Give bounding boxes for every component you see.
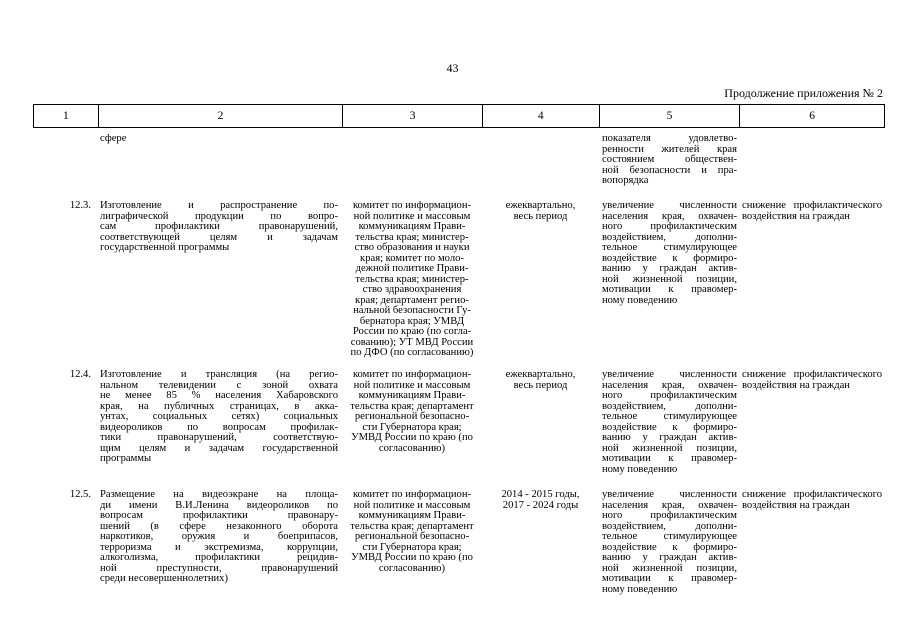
text-line: щим целям и задачам государственной xyxy=(100,442,338,454)
text-line: коммуникациям Прави- xyxy=(358,221,466,232)
text-line: коммуникациям Прави- xyxy=(358,390,466,401)
table-row xyxy=(33,490,885,595)
text-line: сти Губернатора края; xyxy=(362,421,462,433)
text-line: региональной безопасно- xyxy=(354,531,470,542)
text-line: тельства края; департамент xyxy=(350,520,474,532)
text-line: ной преступности, правонарушений xyxy=(100,562,338,574)
column-header-6: 6 xyxy=(739,105,884,127)
text-line: снижение профилактического xyxy=(742,200,882,211)
page-number: 43 xyxy=(446,61,459,75)
column-header-5: 5 xyxy=(599,105,740,127)
text-line: ному поведению xyxy=(602,294,678,306)
text-line: тельное стимулирующее xyxy=(602,411,737,422)
text-line: ди имени В.И.Ленина видеороликов по xyxy=(100,499,338,511)
text-line: воздействием, дополни- xyxy=(602,231,737,243)
text-line: программы xyxy=(100,453,152,464)
text-line: соответствующей целям и задачам xyxy=(100,231,338,243)
text-line: воздействия на граждан xyxy=(742,210,850,222)
text-line: воздействия на граждан xyxy=(742,499,850,511)
text-line: ной жизненной позиции, xyxy=(602,562,737,574)
text-line: воздействие к формиро- xyxy=(602,252,737,264)
text-line: увеличение численности xyxy=(602,489,737,500)
text-line: мотивации к правомер- xyxy=(602,453,737,464)
text-line: воздействие к формиро- xyxy=(602,421,737,433)
text-line: региональной безопасно- xyxy=(354,411,470,422)
text-line: унтах, социальных сетях) социальных xyxy=(100,411,338,422)
period-text xyxy=(482,201,599,359)
text-line: наркотиков, оружия и боеприпасов, xyxy=(100,531,338,542)
action-text xyxy=(97,370,342,475)
text-line: России по краю (по согла- xyxy=(352,326,472,337)
row-number xyxy=(33,134,97,187)
period-text xyxy=(482,490,599,595)
executor-text xyxy=(342,134,482,187)
text-line: нальной безопасности Гу- xyxy=(353,305,471,316)
text-line: сфере xyxy=(100,133,127,144)
text-line: тельное стимулирующее xyxy=(602,242,737,253)
table-header-row xyxy=(33,104,885,128)
period-text xyxy=(482,134,599,187)
executor-text xyxy=(342,490,482,595)
row-number: 12.4. xyxy=(69,369,91,380)
appendix-continuation-label: Продолжение приложения № 2 xyxy=(724,86,883,100)
text-line: воздействием, дополни- xyxy=(602,520,737,532)
text-line: бернатора края; УМВД xyxy=(359,315,465,327)
text-line: вопорядка xyxy=(602,175,649,186)
text-line: ванию у граждан актив- xyxy=(602,552,737,563)
text-line: терроризма и экстремизма, коррупции, xyxy=(100,541,338,553)
text-line: ной жизненной позиции, xyxy=(602,273,737,285)
text-line: мотивации к правомер- xyxy=(602,284,737,295)
column-header-3: 3 xyxy=(342,105,482,127)
result-text xyxy=(599,490,740,595)
text-line: воздействия на граждан xyxy=(742,379,850,391)
text-line: ной безопасности и пра- xyxy=(602,164,737,176)
text-line: вопросам профилактики правонару- xyxy=(100,510,338,521)
text-line: по ДФО (по согласованию) xyxy=(350,347,474,358)
text-line: тельства края; министер- xyxy=(355,231,469,243)
column-header-1: 1 xyxy=(63,110,69,122)
text-line: весь период xyxy=(513,379,568,391)
text-line: Изготовление и распространение по- xyxy=(100,200,338,211)
text-line: ванию у граждан актив- xyxy=(602,263,737,274)
text-line: дежной политике Прави- xyxy=(355,263,469,274)
text-line: населения края, охвачен- xyxy=(602,210,737,222)
text-line: весь период xyxy=(513,210,568,222)
period-text xyxy=(482,370,599,475)
text-line: снижение профилактического xyxy=(742,489,882,500)
action-text xyxy=(97,201,342,359)
text-line: комитет по информацион- xyxy=(352,489,472,500)
text-line: УМВД России по краю (по xyxy=(351,432,473,443)
text-line: комитет по информацион- xyxy=(352,200,472,211)
text-line: ной политике и массовым xyxy=(353,379,471,391)
text-line: края; департамент регио- xyxy=(355,294,469,306)
text-line: согласованию) xyxy=(378,442,446,454)
text-line: мотивации к правомер- xyxy=(602,573,737,584)
text-line: Размещение на видеоэкране на площа- xyxy=(100,489,338,500)
text-line: ежеквартально, xyxy=(505,369,576,380)
text-line: видеороликов по вопросам профилак- xyxy=(100,421,338,433)
result-text xyxy=(599,370,740,475)
text-line: шений (в сфере незаконного оборота xyxy=(100,520,338,532)
text-line: ному поведению xyxy=(602,463,678,475)
consequence-text xyxy=(740,490,885,595)
executor-text xyxy=(342,370,482,475)
result-text xyxy=(599,134,740,187)
text-line: 2017 - 2024 годы xyxy=(502,499,579,511)
text-line: ной жизненной позиции, xyxy=(602,442,737,454)
table-row xyxy=(33,201,885,359)
text-line: тельства края; министер- xyxy=(355,273,469,285)
text-line: состоянием обществен- xyxy=(602,154,737,165)
text-line: ного профилактическим xyxy=(602,221,737,232)
column-header-2: 2 xyxy=(98,105,342,127)
result-text xyxy=(599,201,740,359)
text-line: государственной программы xyxy=(100,242,230,253)
text-line: увеличение численности xyxy=(602,200,737,211)
text-line: ство образования и науки xyxy=(354,242,470,253)
text-line: ного профилактическим xyxy=(602,390,737,401)
row-number: 12.3. xyxy=(69,200,91,211)
text-line: ной политике и массовым xyxy=(353,210,471,222)
text-line: воздействием, дополни- xyxy=(602,400,737,412)
text-line: увеличение численности xyxy=(602,369,737,380)
executor-text xyxy=(342,201,482,359)
consequence-text xyxy=(740,201,885,359)
text-line: снижение профилактического xyxy=(742,369,882,380)
text-line: Изготовление и трансляция (на регио- xyxy=(100,369,338,380)
table-row xyxy=(33,134,885,187)
text-line: ванию у граждан актив- xyxy=(602,432,737,443)
action-text xyxy=(97,490,342,595)
text-line: края; комитет по моло- xyxy=(360,252,464,264)
text-line: населения края, охвачен- xyxy=(602,379,737,391)
text-line: края, на публичных страницах, в акка- xyxy=(100,400,338,412)
text-line: тельства края; департамент xyxy=(350,400,474,412)
action-text xyxy=(97,134,342,187)
table-row xyxy=(33,370,885,475)
text-line: показателя удовлетво- xyxy=(602,133,737,144)
text-line: сованию); УТ МВД России xyxy=(350,336,474,348)
text-line: коммуникациям Прави- xyxy=(358,510,466,521)
text-line: алкоголизма, профилактики рецидив- xyxy=(100,552,338,563)
text-line: комитет по информацион- xyxy=(352,369,472,380)
text-line: сам профилактики правонарушений, xyxy=(100,221,338,232)
text-line: ному поведению xyxy=(602,583,678,595)
text-line: 2014 - 2015 годы, xyxy=(501,489,580,500)
text-line: сти Губернатора края; xyxy=(362,541,462,553)
row-number: 12.5. xyxy=(69,489,91,500)
text-line: населения края, охвачен- xyxy=(602,499,737,511)
text-line: ренности жителей края xyxy=(602,143,737,155)
text-line: ежеквартально, xyxy=(505,200,576,211)
text-line: тики правонарушений, соответствую- xyxy=(100,432,338,443)
text-line: УМВД России по краю (по xyxy=(351,552,473,563)
text-line: нальном телевидении с зоной охвата xyxy=(100,379,338,391)
text-line: согласованию) xyxy=(378,562,446,574)
text-line: ного профилактическим xyxy=(602,510,737,521)
text-line: ной политике и массовым xyxy=(353,499,471,511)
text-line: среди несовершеннолетних) xyxy=(100,573,228,584)
text-line: лиграфической продукции по вопро- xyxy=(100,210,338,222)
text-line: тельное стимулирующее xyxy=(602,531,737,542)
consequence-text xyxy=(740,370,885,475)
text-line: ство здравоохранения xyxy=(362,284,462,295)
text-line: воздействие к формиро- xyxy=(602,541,737,553)
text-line: не менее 85 % населения Хабаровского xyxy=(100,390,338,401)
consequence-text xyxy=(740,134,885,187)
column-header-4: 4 xyxy=(482,105,599,127)
